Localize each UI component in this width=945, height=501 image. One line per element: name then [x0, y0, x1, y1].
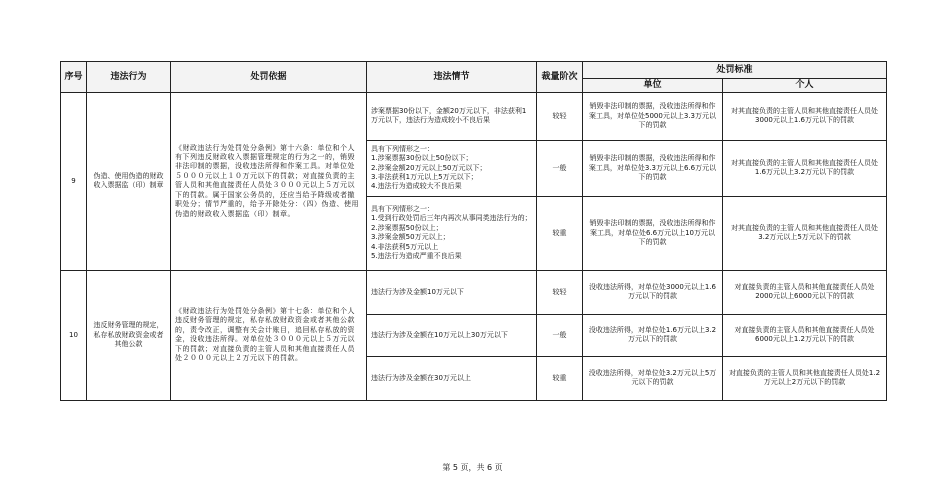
table-row	[61, 92, 887, 140]
row-level: 较轻	[537, 270, 583, 314]
header-violation: 违法行为	[87, 62, 171, 93]
row-basis: 《财政违法行为处罚处分条例》第十七条：单位和个人违反财务管理的规定，私存私放财政资金或者其他公款的，责令改正，调整有关会计账目，追回私存私放的资金，没收违法所得。对单位处３０００元以上５万元以下的罚款；对直接负责的主管人员和其他直接责任人员处２０００元以上２万元以下的罚款。	[171, 270, 367, 400]
circumstance-line: 2.涉案金额20万元以上50万元以下；	[371, 163, 487, 172]
circumstance-line: 违法行为涉及金额在30万元以上	[371, 373, 471, 382]
row-individual-penalty: 对直接负责的主管人员和其他直接责任人员处6000元以上1.2万元以下的罚款	[723, 314, 887, 356]
row-violation: 伪造、使用伪造的财政收入票据监（印）制章	[87, 92, 171, 270]
page-footer: 第 5 页，共 6 页	[442, 463, 503, 472]
row-unit-penalty: 没收违法所得，对单位处3000元以上1.6万元以下的罚款	[583, 270, 723, 314]
row-circumstance	[367, 140, 537, 196]
row-unit-penalty: 销毁非法印制的票据，没收违法所得和作案工具，对单位处3.3万元以上6.6万元以下的罚款	[583, 140, 723, 196]
row-level: 一般	[537, 140, 583, 196]
row-basis: 《财政违法行为处罚处分条例》第十六条：单位和个人有下列违反财政收入票据管理规定的行为之一的，销毁非法印制的票据，没收违法所得和作案工具。对单位处５０００元以上１０万元以下的罚款；对直接负责的主管人员和其他直接责任人员处３０００元以上５万元以下的罚款。属于国家公务员的，还应当给予降级或者撤职处分；情节严重的，给予开除处分：（四）伪造、使用伪造的财政收入票据监（印）制章。	[171, 92, 367, 270]
row-level: 一般	[537, 314, 583, 356]
row-unit-penalty: 销毁非法印制的票据，没收违法所得和作案工具，对单位处5000元以上3.3万元以下的罚款	[583, 92, 723, 140]
table-row	[61, 270, 887, 314]
row-circumstance	[367, 356, 537, 400]
row-seq: 9	[61, 92, 87, 270]
circumstance-line: 具有下列情形之一：	[371, 144, 434, 153]
circumstance-line: 2.涉案票据50份以上；	[371, 223, 443, 232]
circumstance-line: 1.受到行政处罚后三年内再次从事同类违法行为的；	[371, 214, 532, 223]
circumstance-line: 违法行为涉及金额10万元以下	[371, 287, 464, 296]
row-individual-penalty: 对直接负责的主管人员和其他直接责任人员处2000元以上6000元以下的罚款	[723, 270, 887, 314]
row-individual-penalty: 对其直接负责的主管人员和其他直接责任人员处3.2万元以上5万元以下的罚款	[723, 196, 887, 270]
header-circumstance: 违法情节	[367, 62, 537, 93]
header-standard: 处罚标准	[583, 62, 887, 79]
row-unit-penalty: 没收违法所得，对单位处1.6万元以上3.2万元以下的罚款	[583, 314, 723, 356]
row-level: 较轻	[537, 92, 583, 140]
circumstance-line: 4.非法获利5万元以上	[371, 242, 439, 251]
circumstance-line: 5.违法行为造成严重不良后果	[371, 252, 462, 261]
header-level: 裁量阶次	[537, 62, 583, 93]
circumstance-line: 涉案票据30份以下，金额20万元以下，非法获利1万元以下，违法行为造成较小不良后果	[371, 106, 527, 125]
row-circumstance	[367, 196, 537, 270]
circumstance-line: 违法行为涉及金额在10万元以上30万元以下	[371, 330, 508, 339]
circumstance-line: 具有下列情形之一：	[371, 204, 434, 213]
penalty-standard-table	[60, 61, 887, 401]
header-individual: 个人	[723, 79, 887, 93]
circumstance-line: 3.非法获利1万元以上5万元以下；	[371, 173, 478, 182]
row-seq: 10	[61, 270, 87, 400]
row-level: 较重	[537, 356, 583, 400]
header-basis: 处罚依据	[171, 62, 367, 93]
header-unit: 单位	[583, 79, 723, 93]
header-seq: 序号	[61, 62, 87, 93]
row-individual-penalty: 对其直接负责的主管人员和其他直接责任人员处3000元以上1.6万元以下的罚款	[723, 92, 887, 140]
row-circumstance	[367, 314, 537, 356]
row-violation: 违反财务管理的规定，私存私放财政资金或者其他公款	[87, 270, 171, 400]
circumstance-line: 4.违法行为造成较大不良后果	[371, 182, 462, 191]
row-level: 较重	[537, 196, 583, 270]
row-unit-penalty: 销毁非法印制的票据，没收违法所得和作案工具，对单位处6.6万元以上10万元以下的罚款	[583, 196, 723, 270]
row-circumstance	[367, 270, 537, 314]
circumstance-line: 3.涉案金额50万元以上；	[371, 233, 450, 242]
row-circumstance	[367, 92, 537, 140]
row-individual-penalty: 对直接负责的主管人员和其他直接责任人员处1.2万元以上2万元以下的罚款	[723, 356, 887, 400]
row-individual-penalty: 对其直接负责的主管人员和其他直接责任人员处1.6万元以上3.2万元以下的罚款	[723, 140, 887, 196]
circumstance-line: 1.涉案票据30份以上50份以下；	[371, 154, 473, 163]
row-unit-penalty: 没收违法所得，对单位处3.2万元以上5万元以下的罚款	[583, 356, 723, 400]
